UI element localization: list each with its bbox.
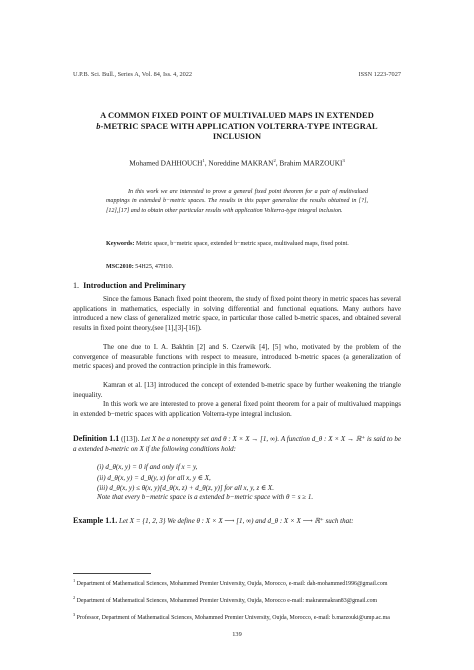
section-heading (73, 281, 186, 290)
footnote-1-mark: 1 (73, 578, 76, 583)
page-number: 139 (232, 631, 242, 638)
title-line-3: INCLUSION (212, 132, 262, 142)
footnote-rule (73, 573, 151, 574)
example-label: Example 1.1. (73, 516, 118, 525)
msc-codes (106, 264, 173, 270)
msc-label: MSC2010: (106, 264, 134, 270)
footnote-3-text: Professor, Department of Mathematical Sciences, Mohammed Premier University, Oujda, Morocco, e-mail: b.marzouki@ump.ac.ma (75, 614, 390, 621)
intro-paragraph-3: Kamran et al. [13] introduced the concept of extended b-metric space by further weakening the triangle inequality. (73, 381, 401, 399)
journal-header: U.P.B. Sci. Bull., Series A, Vol. 84, Iss. 4, 2022 (73, 71, 193, 78)
keywords-label: Keywords: (106, 241, 135, 247)
author-3-footnote-mark: 3 (342, 158, 345, 163)
footnote-3-mark: 3 (73, 612, 76, 617)
footnote-3 (73, 611, 401, 623)
definition-condition-iii: (iii) d_θ(x, y) ≤ θ(x, y)[d_θ(x, z) + d_θ(z, y)] for all x, y, z ∈ X. (97, 484, 274, 492)
section-title: Introduction and Preliminary (83, 281, 186, 290)
section-number: 1. (73, 281, 80, 290)
msc-text: 54H25, 47H10. (133, 264, 174, 270)
title-b-italic: b (96, 121, 101, 131)
issn-header: ISSN 1223-7027 (358, 71, 401, 78)
keywords (106, 240, 368, 249)
example-1-1 (73, 516, 401, 527)
author-2-footnote-mark: 2 (273, 158, 276, 163)
intro-paragraph-2: The one due to I. A. Bakhtin [2] and S. Czerwik [4], [5] who, motivated by the problem of the convergence of measurable functions with respect to measure, introduced b-metric spaces (a generalization of metric spaces) and proved the contraction principle in this framework. (73, 343, 401, 371)
footnote-2-mark: 2 (73, 595, 76, 600)
paper-title (60, 111, 414, 143)
title-line-1: A COMMON FIXED POINT OF MULTIVALUED MAPS IN EXTENDED (100, 111, 374, 120)
definition-1-1 (73, 434, 401, 454)
author-1-footnote-mark: 1 (202, 158, 205, 163)
author-3: , Brahim MARZOUKI (275, 158, 343, 168)
definition-ref: ([13]). (119, 435, 140, 443)
footnote-2-text: Department of Mathematical Sciences, Mohammed Premier University, Oujda, Morocco e-mail: makranmakran83@gmail.com (75, 597, 378, 604)
definition-condition-ii: (ii) d_θ(x, y) = d_θ(y, x) for all x, y ∈ X, (97, 474, 211, 482)
footnote-1 (73, 577, 401, 589)
abstract: In this work we are interested to prove a general fixed point theorem for a pair of multivalued mappings in extended b−metric spaces. The results in this paper generalize the results obtained in [?], [12],[17] and to obtain other particular results with application Volterra-type integral inclusion. (106, 189, 368, 214)
intro-paragraph-1: Since the famous Banach fixed point theorem, the study of fixed point theory in metric spaces has several applications in mathematics, especially in solving differential and functional equations. Many authors have introduced a new class of generalized metric space, in particular those called b-metric spaces, and obtained several results in fixed point theory,(see [1],[3]-[16]). (73, 295, 401, 332)
author-list (60, 158, 414, 167)
definition-note: Note that every b−metric space is a extended b−metric space with θ = s ≥ 1. (97, 493, 314, 501)
footnote-2 (73, 594, 401, 606)
footnote-1-text: Department of Mathematical Sciences, Mohammed Premier University, Oujda, Morocco, e-mail: dah-mohammed1996@gmail.com (75, 580, 388, 587)
example-text: Let X = {1, 2, 3} We define θ : X × X ⟶ [1, ∞) and d_θ : X × X ⟶ ℝ⁺ such that: (117, 517, 354, 525)
title-line-2-rest: -METRIC SPACE WITH APPLICATION VOLTERRA-TYPE INTEGRAL (100, 121, 378, 131)
keywords-text: Metric space, b−metric space, extended b−metric space, multivalued maps, fixed point. (134, 241, 349, 247)
definition-text: Let X be a nonempty set and θ : X × X → [1, ∞). A function d_θ : X × X → ℝ⁺ is said to be a extended b-metric on X if the following conditions hold: (73, 435, 401, 453)
definition-condition-i: (i) d_θ(x, y) = 0 if and only if x = y, (97, 463, 198, 471)
author-1: Mohamed DAHHOUCH (129, 158, 203, 168)
definition-label: Definition 1.1 (73, 434, 120, 443)
title-line-2 (60, 122, 414, 133)
intro-paragraph-4: In this work we are interested to prove a general fixed point theorem for a pair of multivalued mappings in extended b−metric spaces with application Volterra-type integral inclusion. (73, 400, 401, 418)
author-2: , Noreddine MAKRAN (204, 158, 274, 168)
